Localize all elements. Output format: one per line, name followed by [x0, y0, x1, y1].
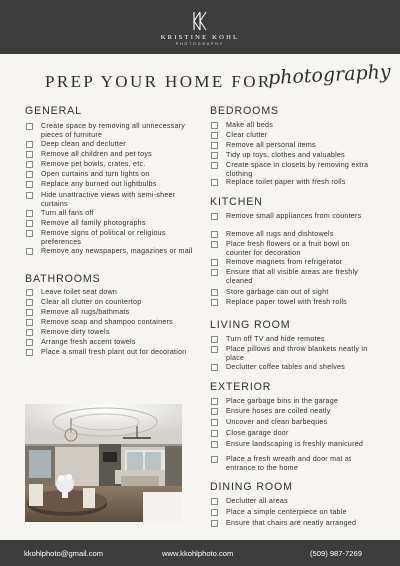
checkbox[interactable] — [211, 162, 218, 169]
checklist-item[interactable]: Clear all clutter on countertop — [26, 298, 194, 307]
title-script: photography — [267, 60, 392, 90]
checklist-item[interactable]: Remove all rugs and dishtowels — [211, 230, 377, 239]
checkbox[interactable] — [211, 213, 218, 220]
checkbox[interactable] — [211, 398, 218, 405]
footer-website[interactable]: www.kkohlphoto.com — [162, 549, 234, 558]
checkbox[interactable] — [26, 289, 33, 296]
checklist-item[interactable]: Turn off TV and hide remotes — [211, 335, 377, 344]
checkbox[interactable] — [26, 339, 33, 346]
checkbox[interactable] — [26, 230, 33, 237]
title-main: PREP YOUR HOME FOR — [45, 72, 272, 91]
checkbox[interactable] — [211, 289, 218, 296]
brand-tagline: PHOTOGRAPHY — [175, 42, 225, 46]
checkbox[interactable] — [26, 309, 33, 316]
section-title-exterior: EXTERIOR — [210, 381, 272, 393]
checkbox[interactable] — [26, 171, 33, 178]
checklist-item[interactable]: Deep clean and declutter — [26, 140, 194, 149]
header-bar — [0, 0, 400, 54]
checklist-item[interactable]: Declutter all areas — [211, 497, 377, 506]
checklist-item[interactable]: Make all beds — [211, 121, 377, 130]
checkbox[interactable] — [211, 408, 218, 415]
checkbox[interactable] — [211, 520, 218, 527]
checkbox[interactable] — [211, 152, 218, 159]
checkbox[interactable] — [26, 151, 33, 158]
checklist-item[interactable]: Open curtains and turn lights on — [26, 170, 194, 179]
checklist-item[interactable]: Place garbage bins in the garage — [211, 397, 377, 406]
checkbox[interactable] — [211, 430, 218, 437]
checkbox[interactable] — [211, 132, 218, 139]
checklist-item[interactable]: Remove magnets from refrigerator — [211, 258, 377, 267]
checklist-item[interactable]: Declutter coffee tables and shelves — [211, 363, 377, 372]
footer-phone[interactable]: (509) 987-7269 — [310, 549, 362, 558]
checkbox[interactable] — [26, 220, 33, 227]
checkbox[interactable] — [26, 329, 33, 336]
footer-bar — [0, 540, 400, 566]
checkbox[interactable] — [211, 498, 218, 505]
checklist-item[interactable]: Remove all rugs/bathmats — [26, 308, 194, 317]
checklist-item[interactable]: Place a fresh wreath and door mat at entrance to the home — [211, 455, 377, 472]
checklist-item[interactable]: Remove all family photographs — [26, 219, 194, 228]
checklist-item[interactable]: Place a simple centerpiece on table — [211, 508, 377, 517]
checklist-item[interactable]: Remove soap and shampoo containers — [26, 318, 194, 327]
checkbox[interactable] — [211, 259, 218, 266]
checkbox[interactable] — [26, 349, 33, 356]
checkbox[interactable] — [26, 299, 33, 306]
checkbox[interactable] — [26, 210, 33, 217]
checkbox[interactable] — [211, 364, 218, 371]
checkbox[interactable] — [211, 509, 218, 516]
checklist-item[interactable]: Remove dirty towels — [26, 328, 194, 337]
living-room-image — [25, 404, 182, 522]
checklist-item[interactable]: Replace toilet paper with fresh rolls — [211, 178, 377, 187]
checkbox[interactable] — [26, 123, 33, 130]
checkbox[interactable] — [211, 231, 218, 238]
checkbox[interactable] — [211, 419, 218, 426]
checklist-item[interactable]: Create space in closets by removing extra clothing — [211, 161, 377, 178]
brand-logo — [0, 10, 400, 46]
checkbox[interactable] — [26, 141, 33, 148]
section-title-bathrooms: BATHROOMS — [25, 273, 101, 285]
checkbox[interactable] — [211, 269, 218, 276]
brand-name: KRISTINE KOHL — [160, 34, 240, 41]
checklist-item[interactable]: Ensure that all visible areas are freshly cleaned — [211, 268, 377, 285]
checklist-item[interactable]: Remove pet bowls, crates, etc. — [26, 160, 194, 169]
checklist-item[interactable]: Replace any burned out lightbulbs — [26, 180, 194, 189]
checkbox[interactable] — [26, 248, 33, 255]
section-title-dining-room: DINING ROOM — [210, 481, 293, 493]
checklist-item[interactable]: Ensure that chairs are neatly arranged — [211, 519, 377, 528]
section-title-bedrooms: BEDROOMS — [210, 105, 280, 117]
checklist-item[interactable]: Turn all fans off — [26, 209, 194, 218]
checklist-item[interactable]: Clear clutter — [211, 131, 377, 140]
checkbox[interactable] — [211, 336, 218, 343]
checklist-item[interactable]: Replace paper towel with fresh rolls — [211, 298, 377, 307]
checklist-item[interactable]: Close garage door — [211, 429, 377, 438]
page-title — [0, 60, 400, 98]
checkbox[interactable] — [211, 241, 218, 248]
interior-photo — [25, 404, 182, 522]
checklist-item[interactable]: Leave toilet seat down — [26, 288, 194, 297]
checkbox[interactable] — [26, 181, 33, 188]
checklist-item[interactable]: Tidy up toys, clothes and valuables — [211, 151, 377, 160]
checklist-item[interactable]: Place a small fresh plant out for decoration — [26, 348, 194, 357]
checkbox[interactable] — [211, 299, 218, 306]
checkbox[interactable] — [211, 122, 218, 129]
checkbox[interactable] — [211, 142, 218, 149]
section-title-kitchen: KITCHEN — [210, 196, 263, 208]
footer-email[interactable]: kkohlphoto@gmail.com — [24, 549, 104, 558]
checkbox[interactable] — [211, 346, 218, 353]
checklist-item[interactable]: Remove all personal items — [211, 141, 377, 150]
checkbox[interactable] — [26, 192, 33, 199]
checkbox[interactable] — [211, 179, 218, 186]
checkbox[interactable] — [211, 456, 218, 463]
checklist-item[interactable]: Place pillows and throw blankets neatly in place — [211, 345, 377, 362]
checkbox[interactable] — [26, 319, 33, 326]
checklist-item[interactable]: Ensure landscaping is freshly manicured — [211, 440, 377, 449]
section-title-living-room: LIVING ROOM — [210, 319, 291, 331]
checklist-item[interactable]: Ensure hoses are coiled neatly — [211, 407, 377, 416]
checklist-item[interactable]: Create space by removing all unnecessary pieces of furniture — [26, 122, 194, 139]
checklist-item[interactable]: Hide unattractive views with semi-sheer curtains — [26, 191, 194, 208]
kk-monogram-icon — [189, 10, 211, 32]
checklist-item[interactable]: Remove all children and pet toys — [26, 150, 194, 159]
checklist-item[interactable]: Remove small appliances from counters — [211, 212, 377, 221]
checklist-item[interactable]: Arrange fresh accent towels — [26, 338, 194, 347]
checkbox[interactable] — [211, 441, 218, 448]
checklist-item[interactable]: Remove any newspapers, magazines or mail — [26, 247, 194, 256]
checklist-item[interactable]: Place fresh flowers or a fruit bowl on counter for decoration — [211, 240, 377, 257]
checklist-item[interactable]: Remove signs of political or religious preferences — [26, 229, 194, 246]
checkbox[interactable] — [26, 161, 33, 168]
section-title-general: GENERAL — [25, 105, 82, 117]
checklist-item[interactable]: Uncover and clean barbeques — [211, 418, 377, 427]
checklist-item[interactable]: Store garbage can out of sight — [211, 288, 377, 297]
